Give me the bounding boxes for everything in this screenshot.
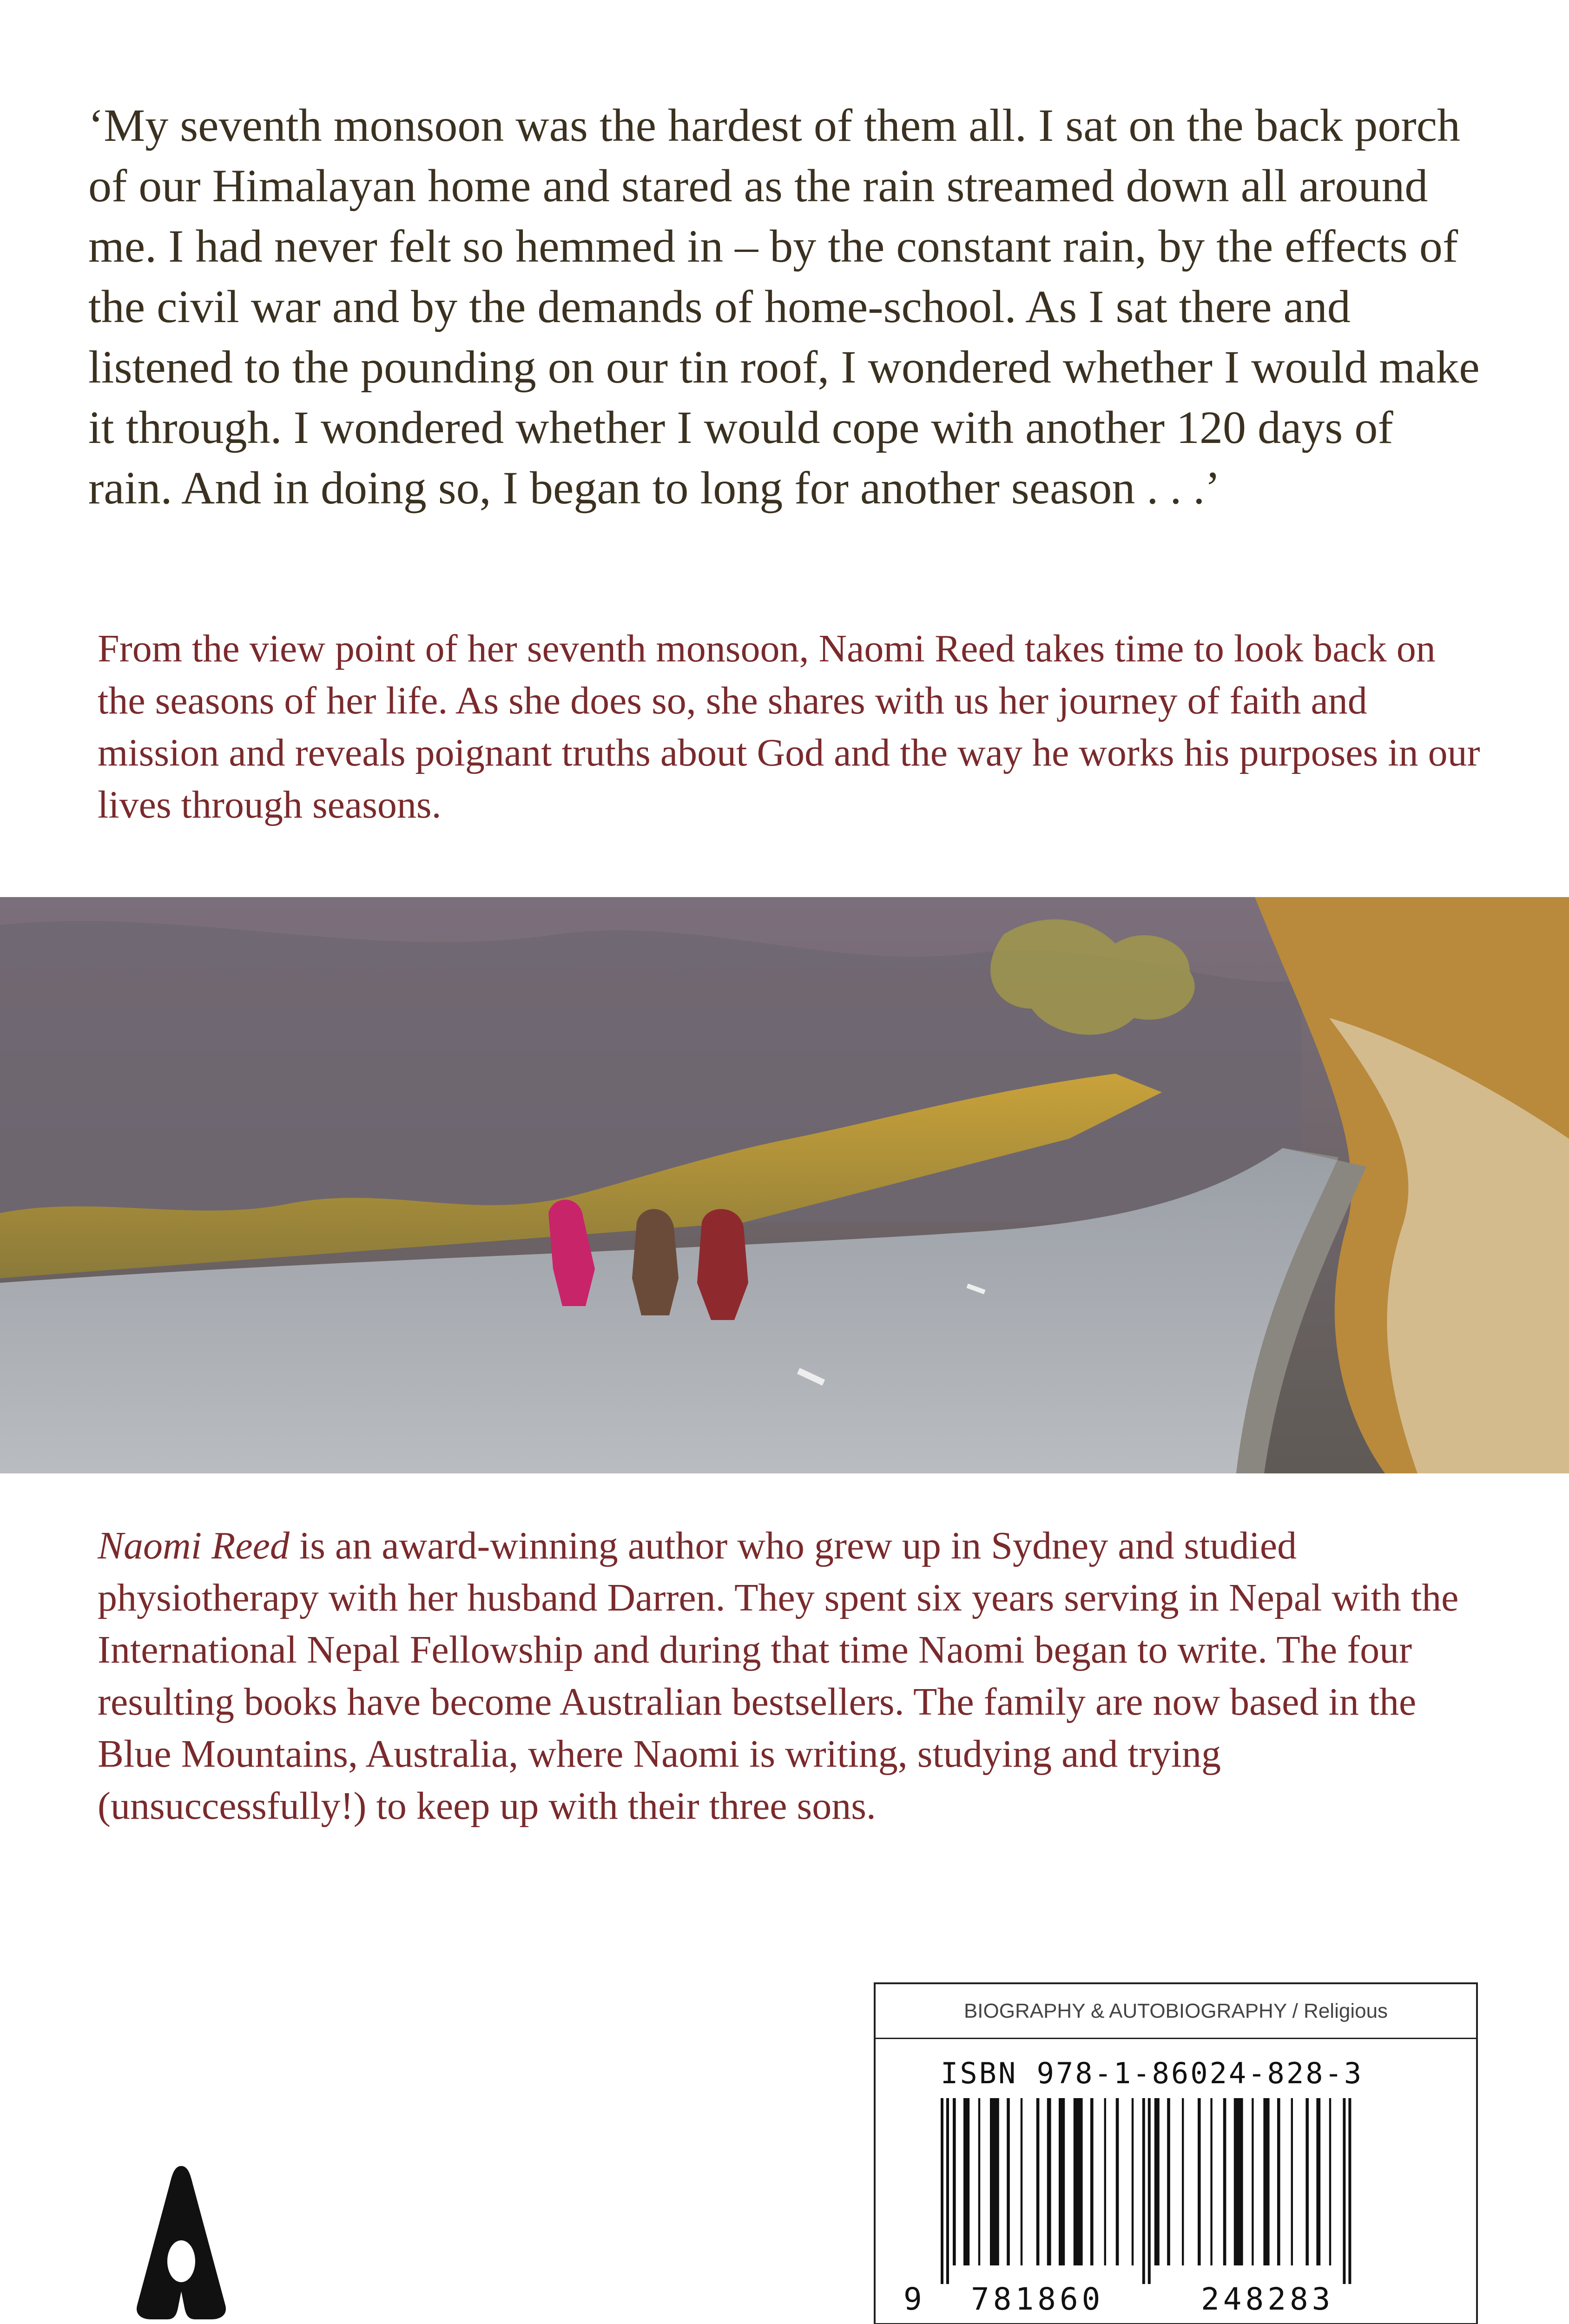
barcode-bar bbox=[1167, 2098, 1170, 2265]
barcode-bar bbox=[1021, 2098, 1022, 2265]
barcode-bar bbox=[1104, 2098, 1106, 2265]
barcode-bar bbox=[1090, 2098, 1094, 2265]
barcode-digits-left: 781860 bbox=[971, 2281, 1104, 2317]
figure-brown bbox=[632, 1209, 679, 1315]
barcode-bar bbox=[1343, 2098, 1345, 2284]
barcode bbox=[903, 2098, 1452, 2317]
author-name: Naomi Reed bbox=[98, 1524, 290, 1567]
barcode-bar bbox=[1305, 2098, 1309, 2265]
author-bio-text: is an award-winning author who grew up in Sydney and studied physiotherapy with her husband Darren. They spent six years serving in Nepal with the International Nepal Fellowship and during that time Naomi began to write. The four resulting books have become Australian bestsellers. The family are now based in the Blue Mountains, Australia, where Naomi is writing, studying and trying (unsuccessfully!) to keep up with their three sons. bbox=[98, 1524, 1459, 1828]
barcode-bar bbox=[1329, 2098, 1331, 2265]
barcode-bar bbox=[963, 2098, 969, 2265]
barcode-bar bbox=[1116, 2098, 1119, 2265]
barcode-bar bbox=[1059, 2098, 1065, 2265]
barcode-bar bbox=[1154, 2098, 1160, 2265]
barcode-bar bbox=[1348, 2098, 1351, 2284]
authentic-logo-icon bbox=[132, 2166, 230, 2319]
barcode-bar bbox=[1074, 2098, 1083, 2265]
barcode-digit-lead: 9 bbox=[903, 2281, 922, 2317]
barcode-bar bbox=[1263, 2098, 1269, 2265]
isbn-number: ISBN 978-1-86024-828-3 bbox=[941, 2056, 1364, 2090]
barcode-bar bbox=[990, 2098, 999, 2265]
barcode-bar bbox=[1277, 2098, 1280, 2265]
barcode-bar bbox=[1316, 2098, 1320, 2265]
barcode-bar bbox=[1234, 2098, 1243, 2265]
barcode-bar bbox=[1210, 2098, 1212, 2265]
barcode-bar bbox=[1252, 2098, 1253, 2265]
barcode-bar bbox=[953, 2098, 956, 2265]
barcode-bar bbox=[1007, 2098, 1010, 2265]
barcode-bar bbox=[1036, 2098, 1040, 2265]
author-bio bbox=[98, 1520, 1483, 1832]
barcode-bar bbox=[1142, 2098, 1145, 2284]
barcode-digits-right: 248283 bbox=[1201, 2281, 1334, 2317]
walking-figures bbox=[548, 1200, 748, 1320]
barcode-bar bbox=[946, 2098, 949, 2284]
barcode-bar bbox=[1182, 2098, 1184, 2265]
barcode-bar bbox=[1198, 2098, 1201, 2265]
barcode-bars bbox=[941, 2098, 1351, 2284]
publisher-logo bbox=[93, 2166, 270, 2324]
book-blurb: From the view point of her seventh monsoon, Naomi Reed takes time to look back on the seasons of her life. As she does so, she shares with us her journey of faith and mission and reveals poignant truths about God and the way he works his purposes in our lives through seasons. bbox=[98, 627, 1480, 826]
barcode-bar bbox=[1148, 2098, 1151, 2284]
opening-quote: ‘My seventh monsoon was the hardest of them all. I sat on the back porch of our Himalayan home and stared as the rain streamed down all around me. I had never felt so hemmed in – by the constant rain, by the effects of the civil war and by the demands of home-school. As I sat there and listened to the pounding on our tin roof, I wondered whether I would make it through. I wondered whether I would cope with another 120 days of rain. And in doing so, I began to long for another season . . .’ bbox=[88, 99, 1480, 514]
barcode-bar bbox=[978, 2098, 980, 2265]
barcode-bar bbox=[941, 2098, 943, 2284]
barcode-panel bbox=[874, 1982, 1478, 2324]
barcode-bar bbox=[1223, 2098, 1226, 2265]
barcode-bar bbox=[1291, 2098, 1293, 2265]
barcode-bar bbox=[1132, 2098, 1134, 2265]
book-category: BIOGRAPHY & AUTOBIOGRAPHY / Religious bbox=[876, 1984, 1476, 2039]
barcode-bar bbox=[1047, 2098, 1051, 2265]
cover-photo-mountain-road bbox=[0, 897, 1569, 1473]
